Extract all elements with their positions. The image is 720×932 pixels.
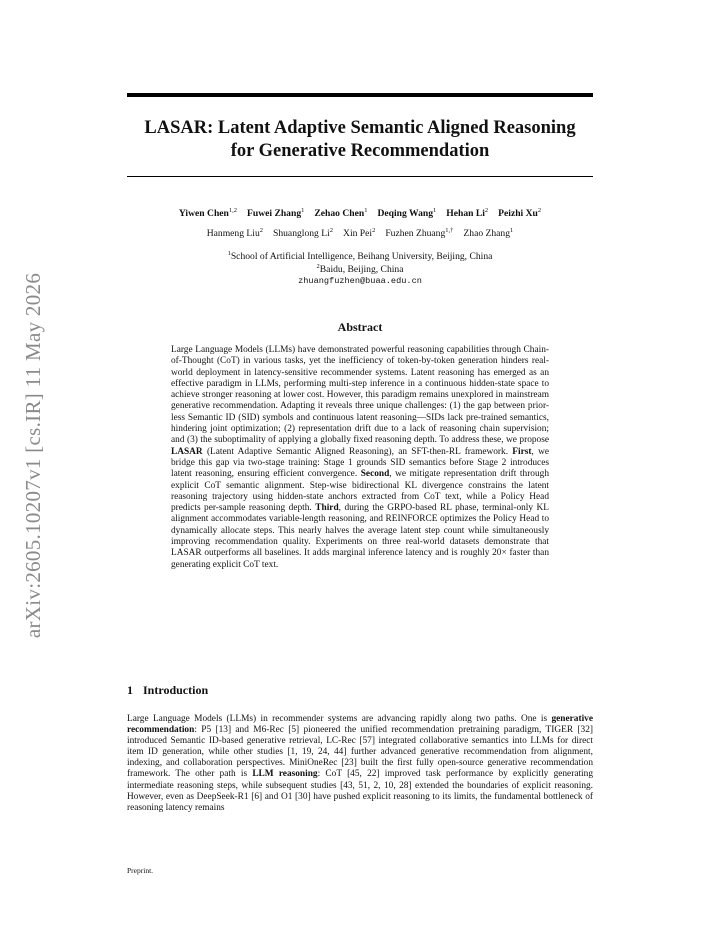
author-entry	[385, 228, 453, 239]
author-affiliation-marker: 2	[537, 207, 542, 214]
arxiv-identifier-stamp	[14, 260, 54, 650]
author-entry	[273, 228, 333, 239]
affiliation-1-text: School of Artificial Intelligence, Beihang University, Beijing, China	[230, 251, 493, 263]
author-entry	[377, 208, 436, 219]
emphasis-text: First	[512, 446, 532, 457]
author-name: Fuwei Zhang	[247, 208, 302, 220]
emphasis-text: LASAR	[171, 446, 203, 457]
author-name: Hehan Li	[446, 208, 485, 220]
author-entry	[343, 228, 375, 239]
author-name: Zehao Chen	[314, 208, 365, 220]
text-run: (Latent Adaptive Semantic Aligned Reasoning), an SFT-then-RL framework.	[202, 446, 513, 457]
text-run: Large Language Models (LLMs) in recommender systems are advancing rapidly along two paths. One is	[127, 714, 552, 724]
author-affiliation-marker: 1,†	[445, 227, 454, 234]
author-entry	[498, 208, 541, 219]
author-name: Deqing Wang	[377, 208, 434, 220]
abstract-body	[171, 345, 549, 571]
text-run: : P5 [13] and M6-Rec [5] pioneered the unified recommendation pretraining paradigm, TIGER [32] introduced Semantic ID-based generative retrieval, LC-Rec [57] integrated collaborative semantics into LLMs for direct item ID generation, while other studies [1, 19, 24, 44] further advanced generative recommendation from alignment, indexing, and collaboration perspectives. MiniOneRec [23] built the first fully open-source generative recommendation framework. The other path is	[127, 725, 593, 780]
paper-title	[100, 117, 620, 163]
author-affiliation-marker: 1,2	[228, 207, 237, 214]
section-number: 1	[127, 683, 133, 697]
title-line-2: for Generative Recommendation	[230, 141, 490, 161]
text-run: : CoT [45, 22] improved task performance by explicitly generating intermediate reasoning steps, while subsequent studies [43, 51, 2, 10, 28] extended the boundaries of explicit reasoning. However, even as DeepSeek-R1 [6] and O1 [30] have pushed explicit reasoning to its limits, the fundamental bottleneck of reasoning latency remains	[127, 769, 593, 813]
author-entry	[247, 208, 304, 219]
author-entry	[463, 228, 513, 239]
author-affiliation-marker: 2	[259, 227, 263, 234]
emphasis-text: LLM reasoning	[252, 769, 318, 780]
author-list-secondary	[100, 227, 620, 239]
title-top-rule	[127, 93, 593, 97]
author-name: Yiwen Chen	[178, 208, 229, 220]
text-run: Large Language Models (LLMs) have demonstrated powerful reasoning capabilities through Chain-of-Thought (CoT) in various tasks, yet the inefficiency of token-by-token generation hinders real-world deployment in latency-sensitive recommender systems. Latent reasoning has emerged as an effective paradigm in LLMs, performing multi-step inference in a continuous hidden-state space to achieve stronger reasoning at lower cost. However, this paradigm remains unexplored in mainstream generative recommendation. Adapting it reveals three unique challenges: (1) the gap between prior-less Semantic ID (SID) symbols and continuous latent reasoning—SIDs lack pre-trained semantics, hindering joint optimization; (2) representation drift due to a lack of reasoning chain supervision; and (3) the suboptimality of applying a globally fixed reasoning depth. To address these, we propose	[171, 345, 549, 446]
author-name: Zhao Zhang	[463, 228, 511, 240]
author-affiliation-marker: 2	[329, 227, 334, 234]
author-affiliation-marker: 1	[301, 207, 305, 214]
author-list-primary	[100, 207, 620, 219]
emphasis-text: Second	[360, 469, 390, 480]
affiliation-1-marker: 1	[227, 250, 231, 257]
author-entry	[314, 208, 367, 219]
text-run: , we mitigate representation drift through explicit CoT semantic alignment. Step-wise bidirectional KL divergence constrains the latent reasoning trajectory using hidden-state anchors extracted from CoT text, while a Policy Head predicts per-sample reasoning depth.	[171, 469, 549, 514]
abstract-heading: Abstract	[337, 320, 383, 334]
author-entry	[446, 208, 488, 219]
author-name: Xin Pei	[343, 228, 373, 240]
text-run: , we bridge this gap via two-stage training: Stage 1 grounds SID semantics before Stage 2 introduces latent reasoning, ensuring efficient convergence.	[171, 446, 549, 480]
preprint-footer: Preprint.	[127, 866, 154, 875]
emphasis-text: Third	[315, 503, 339, 514]
author-name: Hanmeng Liu	[206, 228, 260, 240]
author-name: Shuanglong Li	[273, 228, 330, 240]
author-affiliation-marker: 1	[510, 227, 514, 234]
author-affiliation-marker: 2	[372, 227, 376, 234]
title-bottom-rule	[127, 176, 593, 177]
affiliation-2	[100, 261, 620, 276]
section-heading-introduction	[127, 683, 208, 698]
author-entry	[207, 228, 263, 239]
author-affiliation-marker: 1	[433, 207, 437, 214]
arxiv-id-text: arXiv:2605.10207v1 [cs.IR] 11 May 2026	[21, 272, 46, 638]
author-entry	[179, 208, 237, 219]
introduction-paragraph	[127, 714, 593, 814]
affiliation-2-marker: 2	[316, 263, 320, 270]
author-affiliation-marker: 2	[484, 207, 489, 214]
author-name: Fuzhen Zhuang	[385, 228, 446, 240]
title-line-1: LASAR: Latent Adaptive Semantic Aligned Reasoning	[144, 118, 576, 138]
author-affiliation-marker: 1	[364, 207, 368, 214]
section-title: Introduction	[143, 683, 209, 697]
contact-email: zhuangfuzhen@buaa.edu.cn	[298, 276, 422, 286]
affiliation-2-text: Baidu, Beijing, China	[319, 264, 404, 276]
emphasis-text: generative recommendation	[127, 714, 593, 736]
text-run: , during the GRPO-based RL phase, terminal-only KL alignment accommodates variable-length reasoning, and REINFORCE optimizes the Policy Head to dynamically allocate steps. This nearly halves the average latent step count while simultaneously improving recommendation quality. Experiments on three real-world datasets demonstrate that LASAR outperforms all baselines. It adds marginal inference latency and is roughly 20× faster than generating explicit CoT text.	[171, 503, 549, 570]
author-name: Peizhi Xu	[498, 208, 538, 220]
